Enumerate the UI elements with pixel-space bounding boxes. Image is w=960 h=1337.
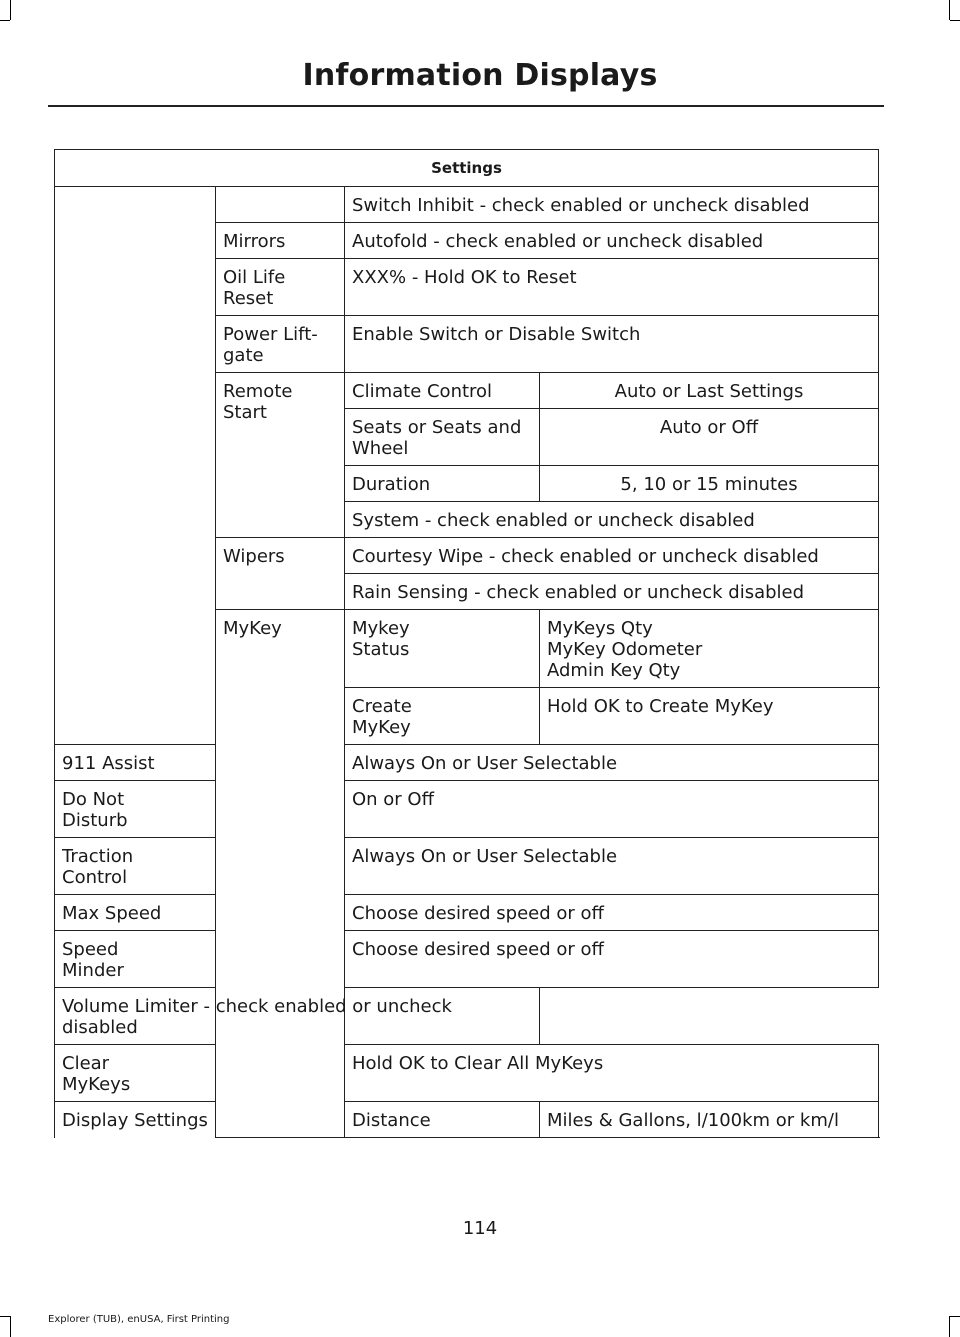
oil-life-value: XXX% - Hold OK to Reset	[345, 259, 879, 316]
mirrors-value: Autofold - check enabled or uncheck disabled	[345, 223, 879, 259]
clear-mykeys-value: Hold OK to Clear All MyKeys	[345, 1045, 879, 1102]
page-number: 114	[462, 1218, 498, 1239]
page-title: Information Displays	[302, 58, 658, 93]
volume-limiter-value: Volume Limiter - check enabled or uncheck disabled	[55, 988, 540, 1045]
speed-minder-value: Choose desired speed or off	[345, 931, 879, 988]
crop-mark	[950, 20, 960, 21]
create-mykey-value: Hold OK to Create MyKey	[540, 688, 879, 745]
speed-minder-label: Speed Minder	[55, 931, 216, 988]
seats-label: Seats or Seats and Wheel	[345, 409, 540, 466]
table-row	[55, 838, 879, 895]
911-assist-label: 911 Assist	[55, 745, 216, 781]
table-cell-empty	[55, 187, 216, 745]
do-not-disturb-label: Do Not Disturb	[55, 781, 216, 838]
table-row	[55, 187, 879, 223]
table-row	[55, 931, 879, 988]
clear-mykeys-label: Clear MyKeys	[55, 1045, 216, 1102]
seats-value: Auto or Off	[540, 409, 879, 466]
table-row	[55, 1102, 879, 1138]
crop-mark	[10, 0, 11, 20]
rain-sensing-value: Rain Sensing - check enabled or uncheck disabled	[345, 574, 879, 610]
table-cell-empty	[216, 187, 345, 223]
distance-label: Distance	[345, 1102, 540, 1138]
climate-control-label: Climate Control	[345, 373, 540, 409]
table-row	[55, 895, 879, 931]
traction-control-label: Traction Control	[55, 838, 216, 895]
table-row	[55, 781, 879, 838]
do-not-disturb-value: On or Off	[345, 781, 879, 838]
crop-mark	[0, 1316, 10, 1317]
crop-mark	[0, 20, 10, 21]
wipers-label: Wipers	[216, 538, 345, 610]
switch-inhibit-value: Switch Inhibit - check enabled or uncheck disabled	[345, 187, 879, 223]
power-liftgate-value: Enable Switch or Disable Switch	[345, 316, 879, 373]
table-row	[55, 988, 879, 1045]
power-liftgate-label: Power Lift- gate	[216, 316, 345, 373]
oil-life-label: Oil Life Reset	[216, 259, 345, 316]
table-row	[55, 745, 879, 781]
table-row	[55, 1045, 879, 1102]
mykey-label: MyKey	[216, 610, 345, 1138]
page-footer: Explorer (TUB), enUSA, First Printing	[48, 1314, 230, 1325]
duration-label: Duration	[345, 466, 540, 502]
crop-mark	[950, 1316, 960, 1317]
max-speed-value: Choose desired speed or off	[345, 895, 879, 931]
distance-value: Miles & Gallons, l/100km or km/l	[540, 1102, 879, 1138]
crop-mark	[949, 0, 950, 20]
mykey-status-value: MyKeys Qty MyKey Odometer Admin Key Qty	[540, 610, 879, 688]
title-rule	[48, 105, 884, 107]
crop-mark	[10, 1316, 11, 1337]
create-mykey-label: Create MyKey	[345, 688, 540, 745]
remote-start-system-value: System - check enabled or uncheck disabled	[345, 502, 879, 538]
mirrors-label: Mirrors	[216, 223, 345, 259]
courtesy-wipe-value: Courtesy Wipe - check enabled or uncheck disabled	[345, 538, 879, 574]
max-speed-label: Max Speed	[55, 895, 216, 931]
911-assist-value: Always On or User Selectable	[345, 745, 879, 781]
duration-value: 5, 10 or 15 minutes	[540, 466, 879, 502]
crop-mark	[949, 1316, 950, 1337]
table-header-row	[55, 150, 879, 187]
mykey-status-label: Mykey Status	[345, 610, 540, 688]
display-settings-label: Display Settings	[55, 1102, 216, 1138]
settings-table	[54, 149, 879, 1138]
table-heading: Settings	[55, 150, 879, 187]
traction-control-value: Always On or User Selectable	[345, 838, 879, 895]
climate-control-value: Auto or Last Settings	[540, 373, 879, 409]
remote-start-label: Remote Start	[216, 373, 345, 538]
